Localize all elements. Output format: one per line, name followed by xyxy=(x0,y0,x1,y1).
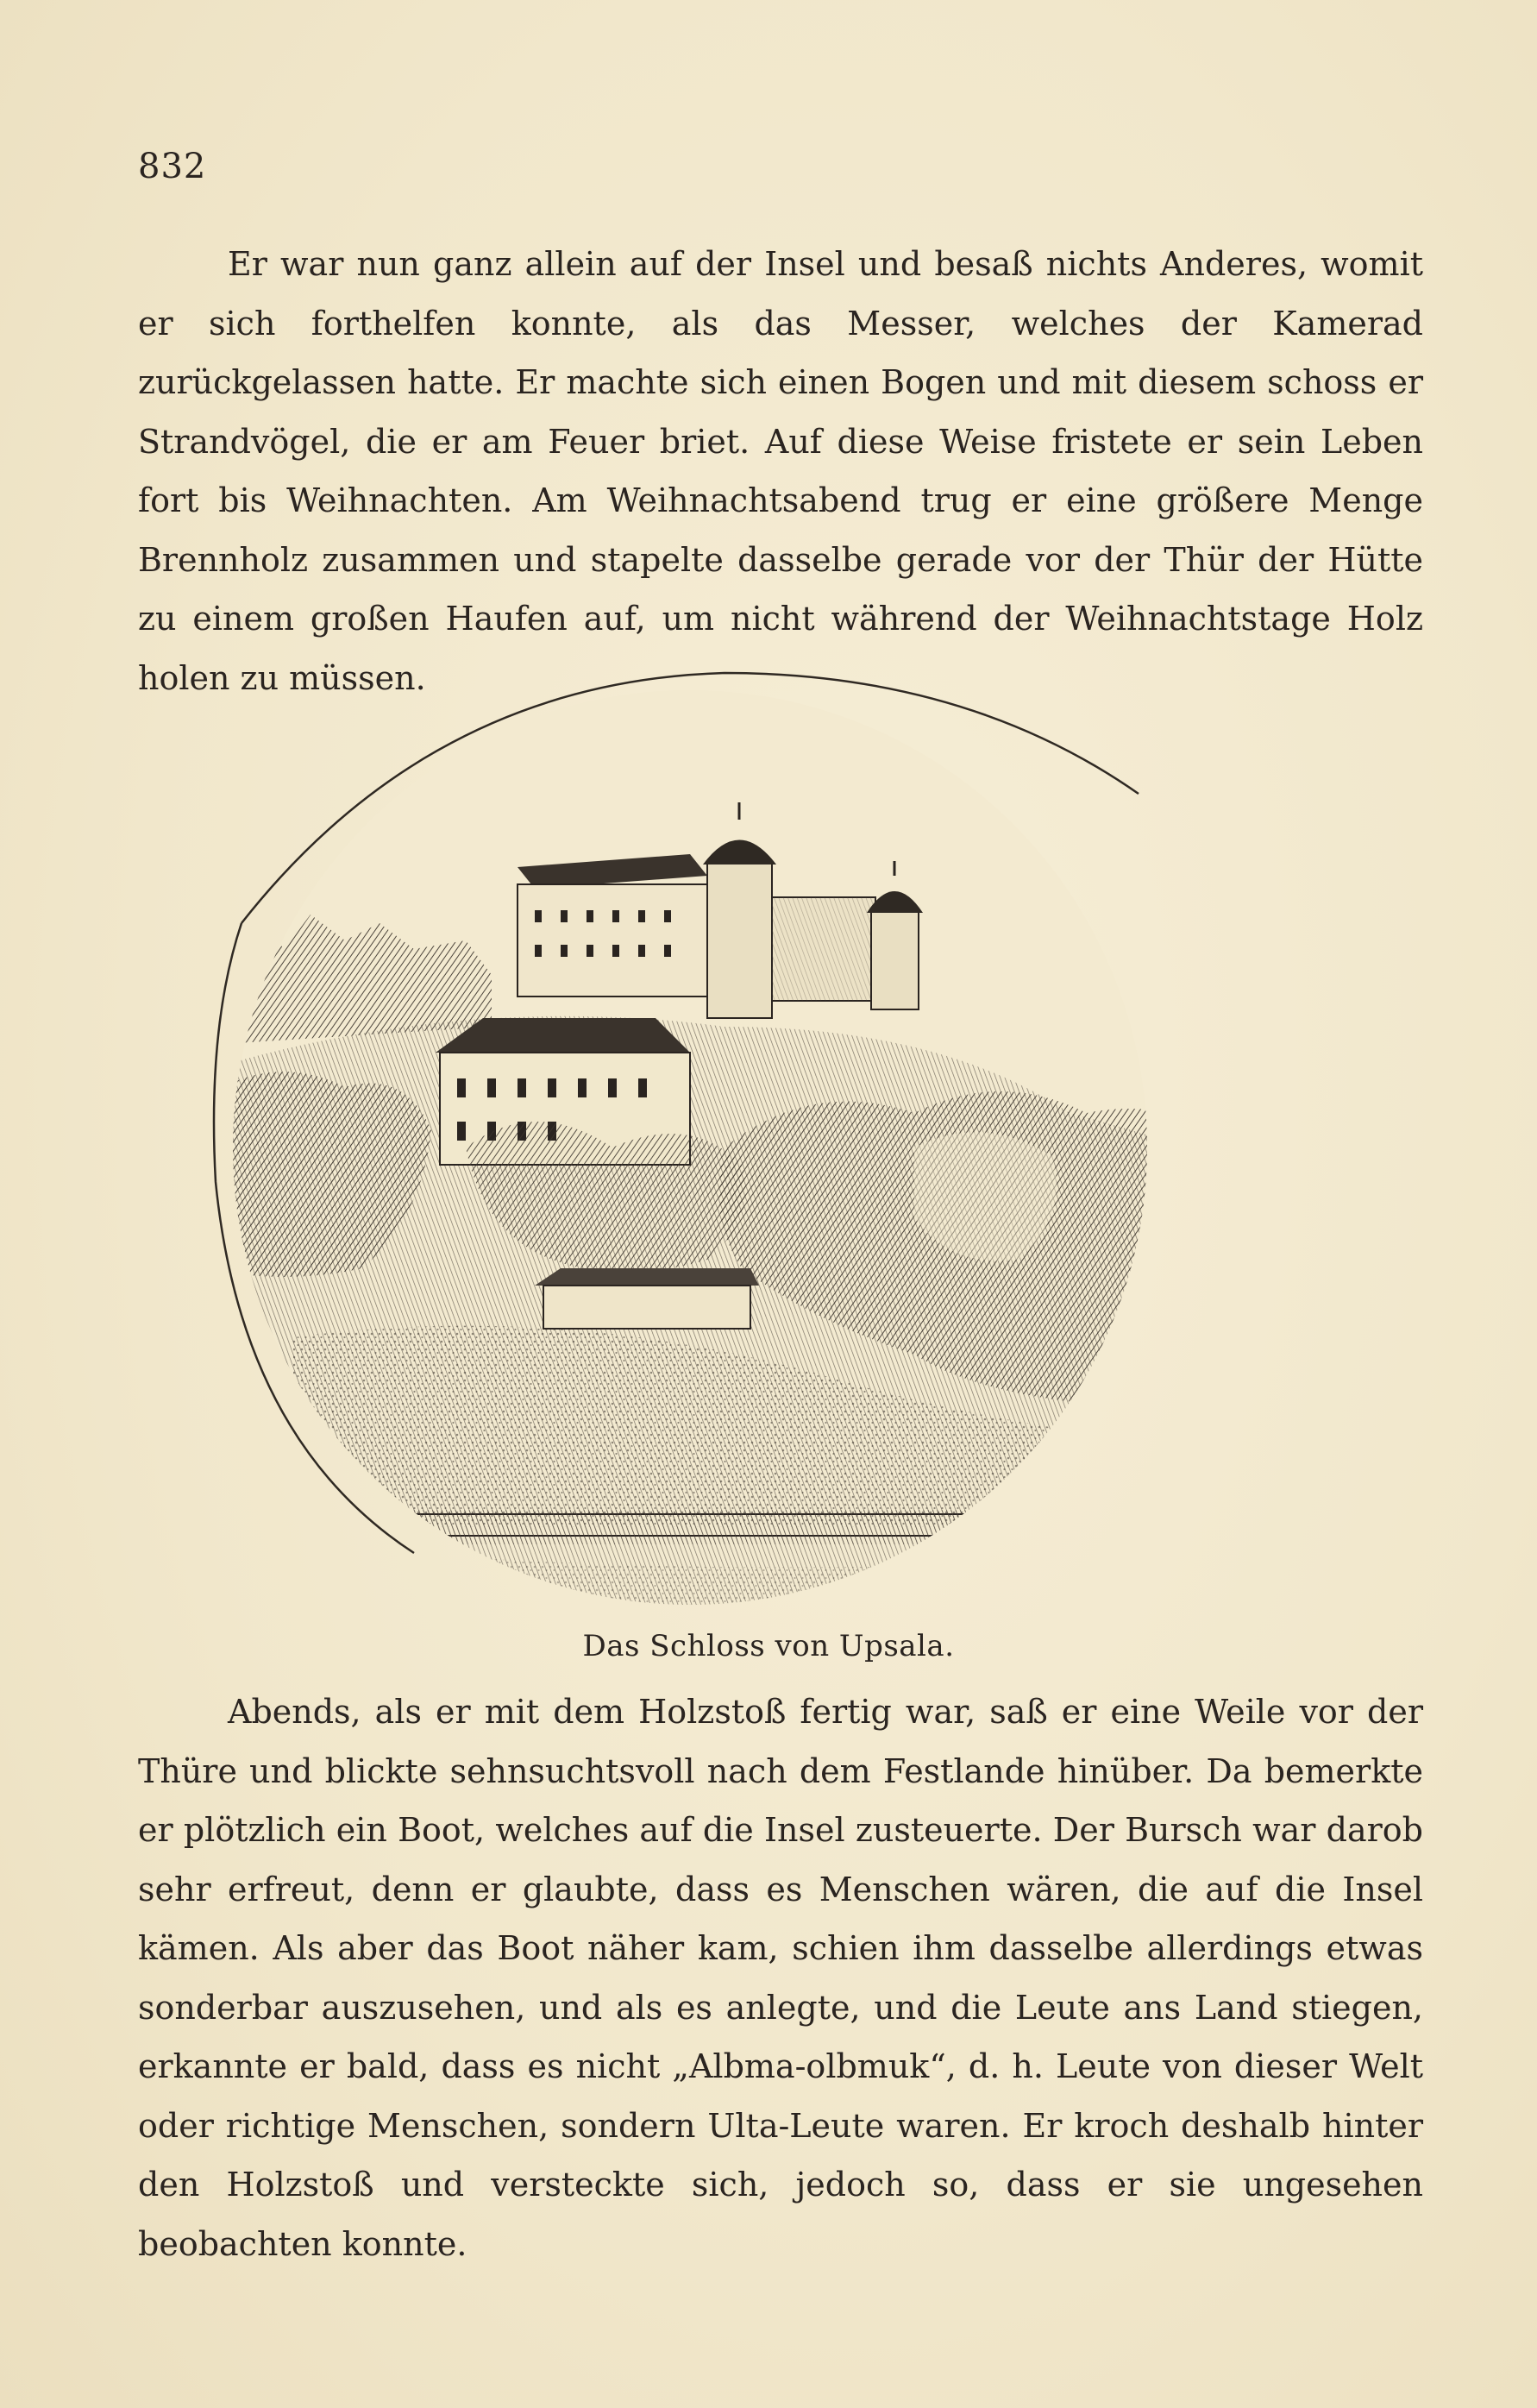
paragraph-text: Abends, als er mit dem Holzstoß fertig war, saß er eine Weile vor der Thüre und blickte sehnsuchtsvoll nach dem Festlande hinüber. Da bemerkte er plötzlich ein Boot, welches auf die Insel zusteuerte. Der Bursch war darob sehr erfreut, denn er glaubte, dass es Menschen wären, die auf die Insel kämen. Als aber das Boot näher kam, schien ihm dasselbe allerdings etwas sonderbar auszusehen, und als es anlegte, und die Leute ans Land stiegen, erkannte er bald, dass es nicht „Albma-olbmuk“, d. h. Leute von dieser Welt oder richtige Menschen, sondern Ulta-Leute waren. Er kroch deshalb hinter den Holzstoß und versteckte sich, jedoch so, dass er sie ungesehen beobachten konnte. xyxy=(138,1693,1423,2263)
castle-illustration xyxy=(207,664,1346,1622)
paragraph-2 xyxy=(138,1682,1423,2273)
paragraph-1 xyxy=(138,235,1423,707)
illustration-caption: Das Schloss von Upsala. xyxy=(582,1629,955,1663)
paragraph-text: Er war nun ganz allein auf der Insel und besaß nichts Anderes, womit er sich forthelfen konnte, als das Messer, welches der Kamerad zurückgelassen hatte. Er machte sich einen Bogen und mit diesem schoss er Strandvögel, die er am Feuer briet. Auf diese Weise fristete er sein Leben fort bis Weihnachten. Am Weihnachtsabend trug er eine größere Menge Brennholz zusammen und stapelte dasselbe gerade vor der Thür der Hütte zu einem großen Haufen auf, um nicht während der Weihnachtstage Holz holen zu müssen. xyxy=(138,245,1423,697)
page-number: 832 xyxy=(138,147,207,186)
